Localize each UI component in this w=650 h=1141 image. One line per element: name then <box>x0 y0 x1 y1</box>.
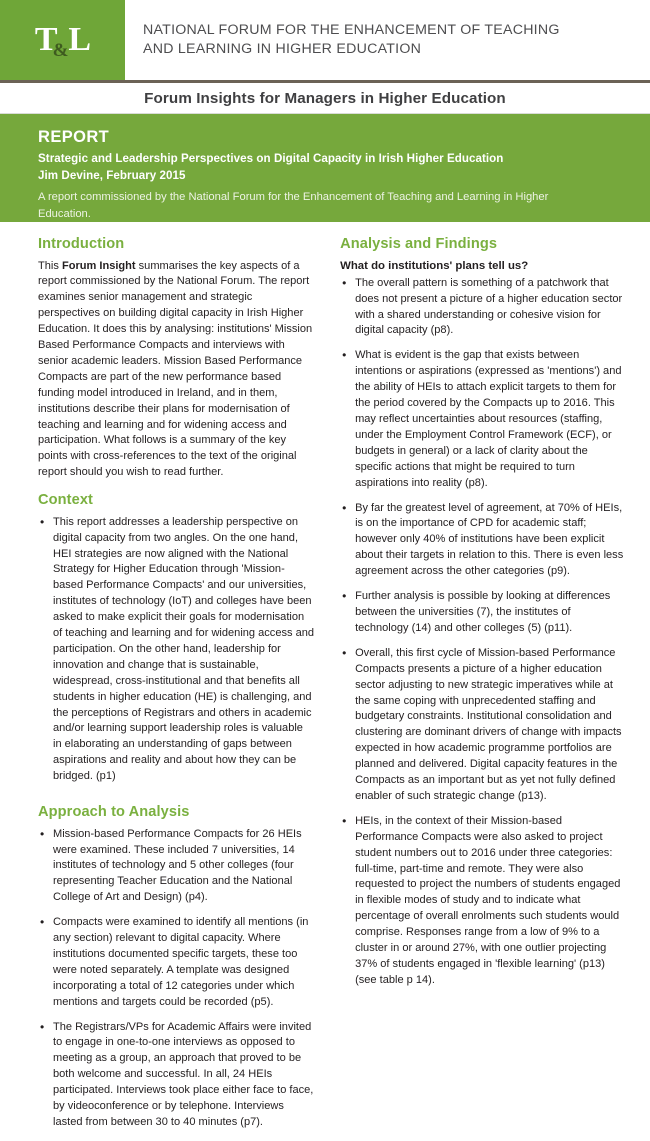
report-commission-note: A report commissioned by the National Forum for the Enhancement of Teaching and Learning in Higher Education. <box>38 190 549 220</box>
spacer <box>38 795 314 804</box>
logo-letter-t: T <box>34 21 57 58</box>
list-item: • Mission-based Performance Compacts for 26 HEIs were examined. These included 7 universities, 14 institutes of technology and 5 other colleges (four representing Teacher Education and the National College of Art and Design) (p4). <box>38 827 314 907</box>
logo-ampersand: & <box>52 40 68 61</box>
section-heading-introduction: Introduction <box>38 236 125 252</box>
list-item: • Overall, this first cycle of Mission-based Performance Compacts presents a picture of a higher education sector adjusting to new strategic imperatives while at the same coping with unprecedented staffing and budgetary constraints. Institutional consolidation and clustering are dominant drivers of change with impacts expected in how academic programme portfolios are planned and delivered. Digital capacity features in the Compacts as an important but as yet not fully defined enabler of such strategic change (p13). <box>340 646 624 805</box>
subsection-heading-plans: What do institutions' plans tell us? <box>340 259 529 272</box>
analysis-bullet-list <box>340 276 624 989</box>
list-item: • By far the greatest level of agreement, at 70% of HEIs, is on the importance of CPD for academic staff; however only 40% of institutions have been explicit about their targets in relation to this. There is even less agreement across the other categories (p9). <box>340 501 624 581</box>
org-title-line-2: AND LEARNING IN HIGHER EDUCATION <box>143 41 422 57</box>
forum-insights-title: Forum Insights for Managers in Higher Education <box>144 89 506 107</box>
section-heading-context: Context <box>38 492 94 509</box>
logo-block <box>0 0 125 80</box>
masthead <box>0 0 650 80</box>
list-item: • Compacts were examined to identify all mentions (in any section) relevant to digital capacity. Where institutions documented specific targets, these too were noted separately. A template was designed incorporating a total of 12 categories under which mentions and targets could be recorded (p5). <box>38 915 314 1010</box>
report-subtitle: Strategic and Leadership Perspectives on Digital Capacity in Irish Higher Education <box>38 152 504 166</box>
section-heading-analysis-and-findings: Analysis and Findings <box>340 236 498 252</box>
org-title-line-1: NATIONAL FORUM FOR THE ENHANCEMENT OF TEACHING <box>143 22 560 39</box>
context-bullet-list <box>38 515 314 785</box>
document-body <box>0 222 650 1141</box>
report-banner <box>0 114 650 222</box>
forum-insight-emphasis: Forum Insight <box>61 259 136 272</box>
left-column <box>38 236 314 1141</box>
introduction-lead: This <box>38 259 62 272</box>
report-author: Jim Devine, February 2015 <box>38 168 186 182</box>
list-item: • What is evident is the gap that exists between intentions or aspirations (expressed as 'mentions') and the ability of HEIs to attach explicit targets to them for the period covered by the Compacts up to 2016. This may reflect uncertainties about resources (staffing, under the Employment Control Framework (ECF), or budgets in general) or a lack of clarity about the specific actions that might be required to turn aspirations into reality (p8). <box>340 348 624 491</box>
logo-letter-l: L <box>68 21 91 58</box>
report-kicker: REPORT <box>38 128 110 146</box>
tl-logo-icon <box>35 21 90 59</box>
organisation-title <box>125 0 650 80</box>
introduction-paragraph <box>38 259 314 482</box>
list-item: • Further analysis is possible by looking at differences between the universities (7), the institutes of technology (14) and other colleges (5) (p11). <box>340 589 624 637</box>
introduction-rest: summarises the key aspects of a report commissioned by the National Forum. The report examines senior management and strategic perspectives on building digital capacity in Irish Higher Education. It does this by analysing: institutions' Mission Based Performance Compacts and interviews with senior academic leaders. Mission Based Performance Compacts are part of the new performance based funding model introduced in Ireland, and in them, institutions describe their plans for modernisation of teaching and learning and for widening access and participation. What follows is a summary of the key points with cross-references to the text of the original report should you wish to read further. <box>38 259 313 479</box>
forum-insights-strip <box>0 83 650 114</box>
list-item: • The Registrars/VPs for Academic Affairs were invited to engage in one-to-one interviews as opposed to meeting as a group, an approach that proved to be both welcome and successful. In all, 24 HEIs participated. Interviews took place either face to face, by videoconference or by telephone. Interviews lasted from between 30 to 40 minutes (p7). <box>38 1020 314 1131</box>
right-column <box>340 236 624 1141</box>
list-item: • HEIs, in the context of their Mission-based Performance Compacts were also asked to project student numbers out to 2016 under three categories: full-time, part-time and remote. They were also requested to project the numbers of students engaged in flexible modes of study and to indicate what percentage of overall enrolments such students would comprise. Responses range from a low of 9% to a cluster in or around 27%, with one outlier projecting 37% of students engaged in 'flexible learning' (p13) (see table p 14). <box>340 814 624 989</box>
list-item: • The overall pattern is something of a patchwork that does not present a picture of a higher education sector with a shared understanding or cohesive vision for digital capacity (p8). <box>340 276 624 340</box>
list-item: • This report addresses a leadership perspective on digital capacity from two angles. On the one hand, HEI strategies are now aligned with the National Strategy for Higher Education through 'Mission-based Performance Compacts' and our universities, institutes of technology (IoT) and colleges have been asked to make explicit their goals for modernisation of teaching and learning and for widening access and participation. On the other hand, leadership for innovation and change that is sustainable, widespread, cross-institutional and that benefits all students in higher education (HE) is challenging, and the perceptions of Registrars and others in academic and/or learning support leadership roles is valuable in elaborating an understanding of gaps between aspirations and reality and about how they can be bridged. (p1) <box>38 515 314 785</box>
approach-bullet-list <box>38 827 314 1131</box>
section-heading-approach: Approach to Analysis <box>38 804 190 821</box>
